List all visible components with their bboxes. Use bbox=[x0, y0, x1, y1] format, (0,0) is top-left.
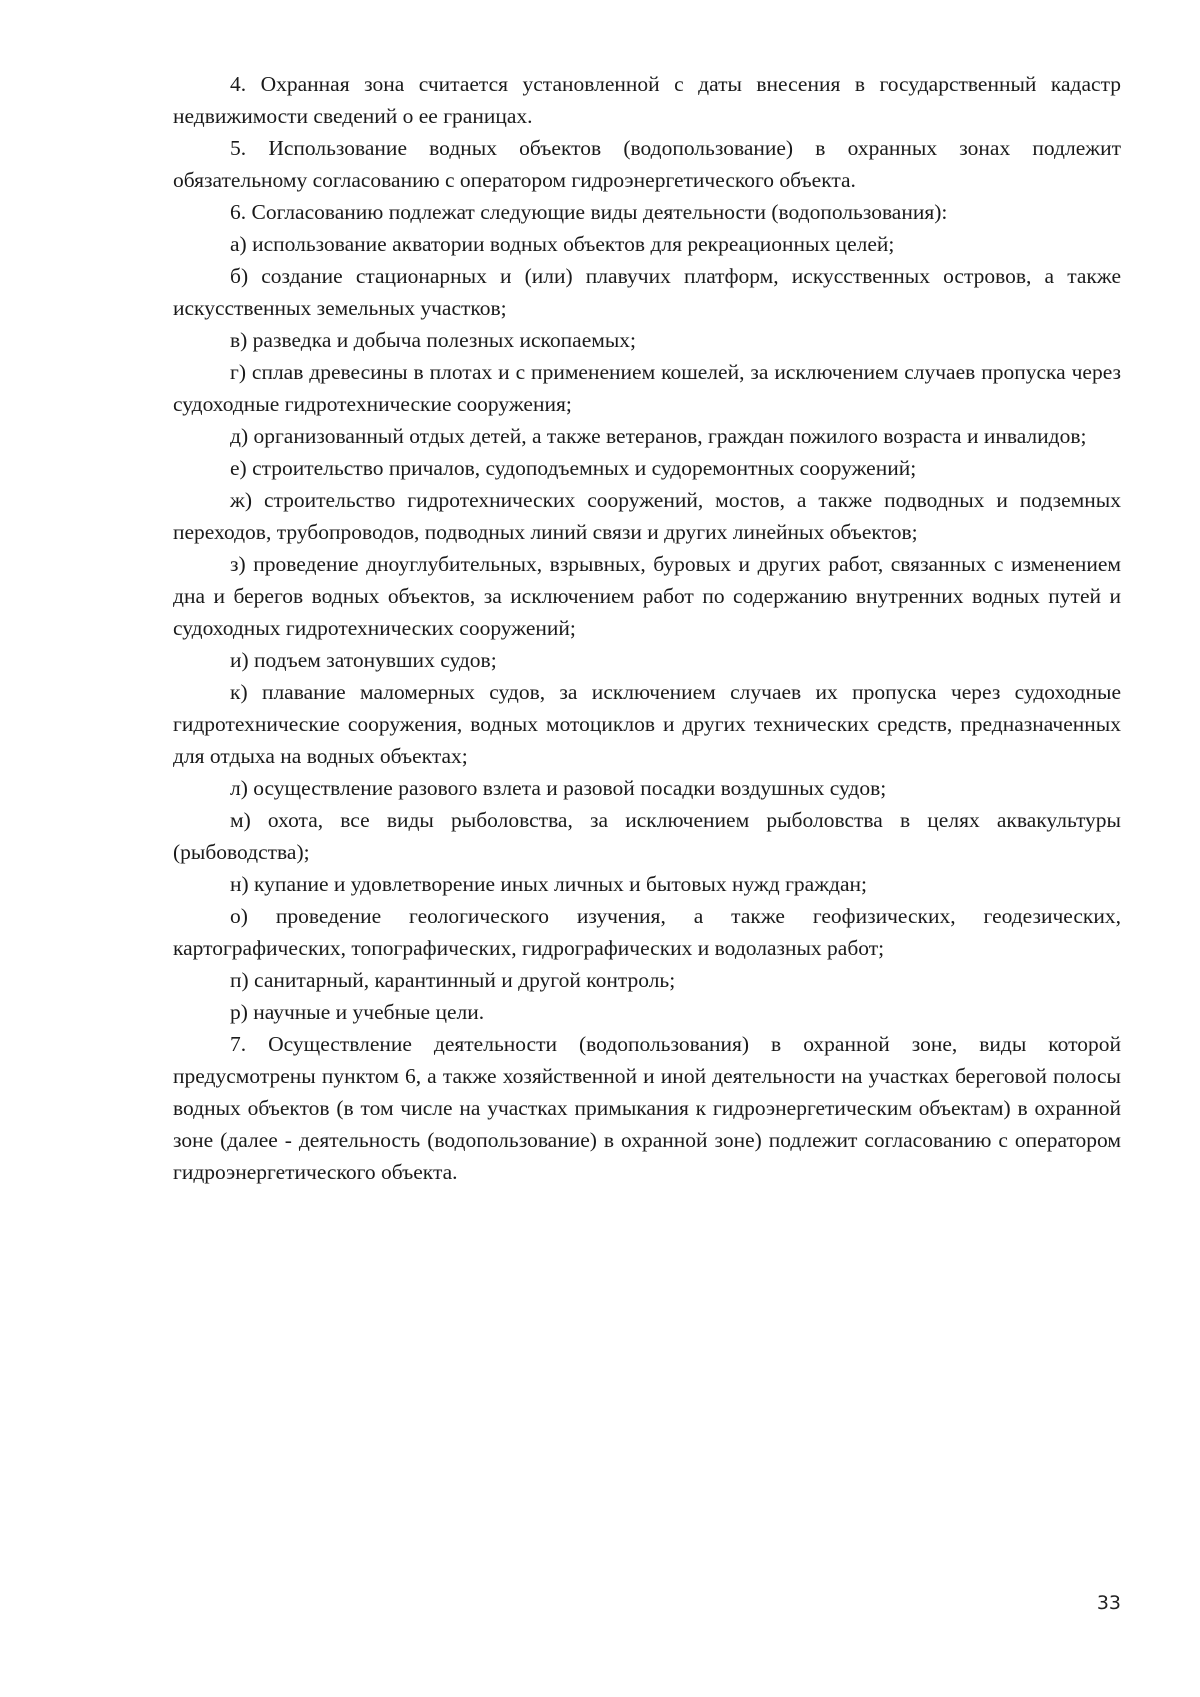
list-item-e: е) строительство причалов, судоподъемных и судоремонтных сооружений; bbox=[230, 456, 917, 480]
list-item-k: к) плавание маломерных судов, за исключением случаев их пропуска через судоходные гидротехнические сооружения, водных мотоциклов и других технических средств, предназначенных для отдыха на водных объектах; bbox=[173, 680, 1121, 768]
paragraph-item-7: 7. Осуществление деятельности (водопользования) в охранной зоне, виды которой предусмотрены пунктом 6, а также хозяйственной и иной деятельности на участках береговой полосы водных объектов (в том числе на участках примыкания к гидроэнергетическим объектам) в охранной зоне (далее - деятельность (водопользование) в охранной зоне) подлежит согласованию с оператором гидроэнергетического объекта. bbox=[173, 1032, 1121, 1184]
list-item-n: н) купание и удовлетворение иных личных и бытовых нужд граждан; bbox=[230, 872, 868, 896]
document-body bbox=[173, 68, 1121, 1188]
list-item-v: в) разведка и добыча полезных ископаемых; bbox=[230, 328, 637, 352]
paragraph-item-5: 5. Использование водных объектов (водопользование) в охранных зонах подлежит обязательному согласованию с оператором гидроэнергетического объекта. bbox=[173, 136, 1121, 192]
list-item-m: м) охота, все виды рыболовства, за исключением рыболовства в целях аквакультуры (рыбоводства); bbox=[173, 808, 1121, 864]
page-number: 33 bbox=[1096, 1592, 1121, 1614]
list-item-z: з) проведение дноуглубительных, взрывных, буровых и других работ, связанных с изменением дна и берегов водных объектов, за исключением работ по содержанию внутренних водных путей и судоходных гидротехнических сооружений; bbox=[173, 552, 1121, 640]
list-item-zh: ж) строительство гидротехнических сооружений, мостов, а также подводных и подземных переходов, трубопроводов, подводных линий связи и других линейных объектов; bbox=[173, 488, 1121, 544]
list-item-a: а) использование акватории водных объектов для рекреационных целей; bbox=[230, 232, 895, 256]
list-item-d: д) организованный отдых детей, а также ветеранов, граждан пожилого возраста и инвалидов; bbox=[230, 424, 1087, 448]
list-item-o: о) проведение геологического изучения, а также геофизических, геодезических, картографических, топографических, гидрографических и водолазных работ; bbox=[173, 904, 1121, 960]
list-item-b: б) создание стационарных и (или) плавучих платформ, искусственных островов, а также искусственных земельных участков; bbox=[173, 264, 1121, 320]
list-item-p: п) санитарный, карантинный и другой контроль; bbox=[230, 968, 676, 992]
paragraph-item-6: 6. Согласованию подлежат следующие виды деятельности (водопользования): bbox=[230, 200, 948, 224]
paragraph-item-4: 4. Охранная зона считается установленной с даты внесения в государственный кадастр недвижимости сведений о ее границах. bbox=[173, 72, 1121, 128]
list-item-r: р) научные и учебные цели. bbox=[230, 1000, 485, 1024]
list-item-l: л) осуществление разового взлета и разовой посадки воздушных судов; bbox=[230, 776, 887, 800]
list-item-i: и) подъем затонувших судов; bbox=[230, 648, 497, 672]
list-item-g: г) сплав древесины в плотах и с применением кошелей, за исключением случаев пропуска через судоходные гидротехнические сооружения; bbox=[173, 360, 1121, 416]
